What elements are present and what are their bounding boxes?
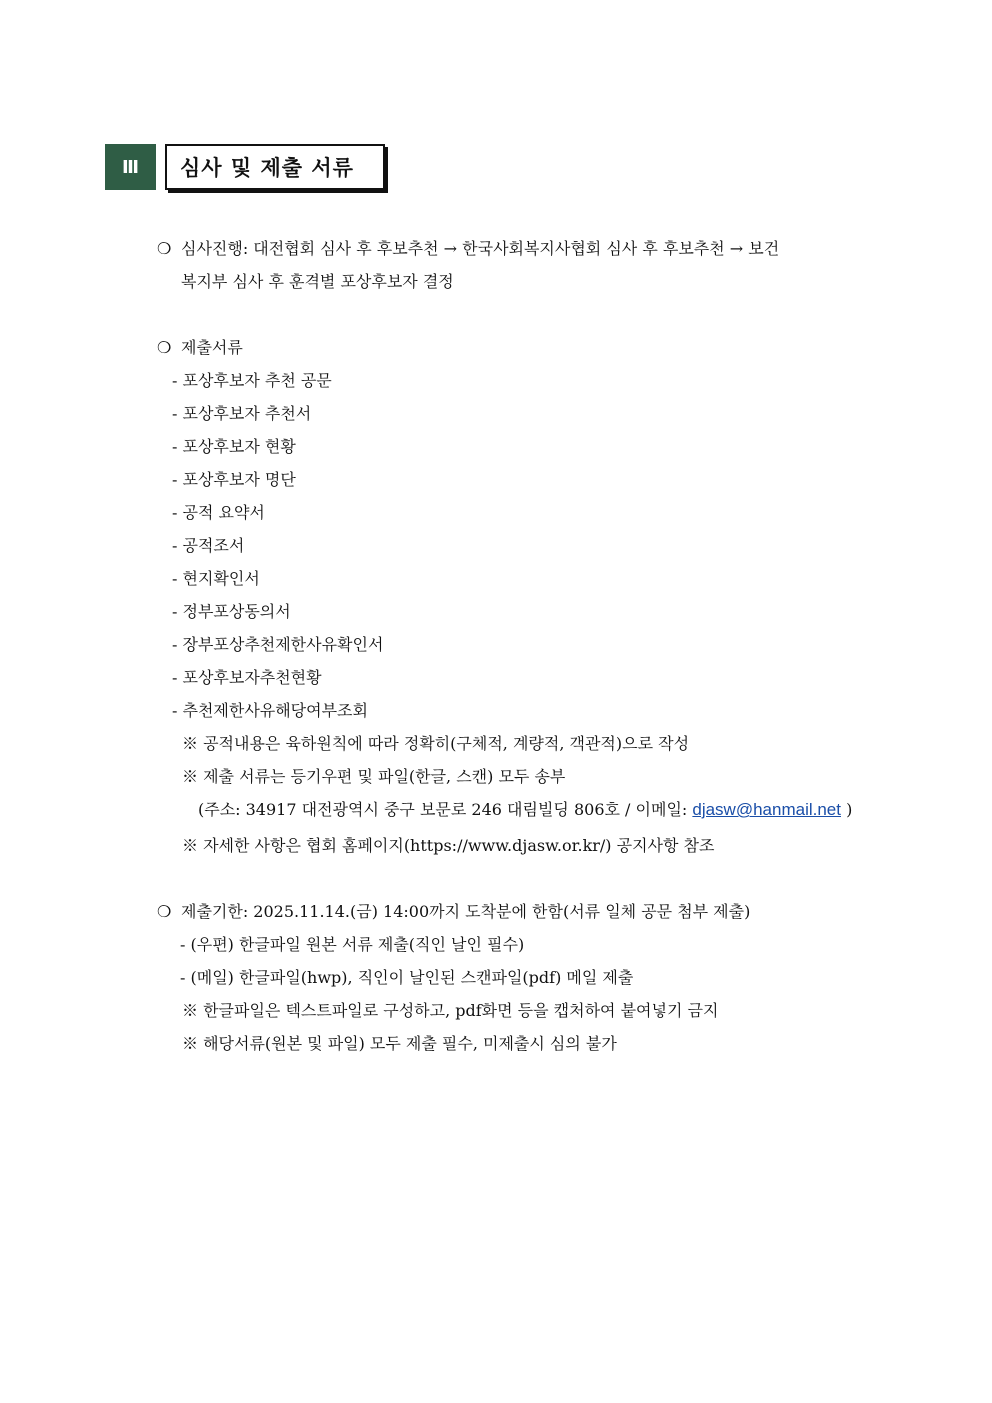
- email-link[interactable]: djasw@hanmail.net: [692, 800, 841, 819]
- review-text-1: 심사진행: 대전협회 심사 후 후보추천 → 한국사회복지사협회 심사 후 후보추천 → 보건: [181, 239, 780, 258]
- documents-note-1: ※ 공적내용은 육하원칙에 따라 정확히(구체적, 계량적, 객관적)으로 작성: [182, 734, 690, 753]
- section-title: 심사 및 제출 서류: [165, 144, 385, 190]
- section-number-badge: Ⅲ: [105, 144, 156, 190]
- circle-bullet-icon: ❍: [157, 338, 172, 357]
- circle-bullet-icon: ❍: [157, 902, 172, 921]
- deadline-sub-2: - (메일) 한글파일(hwp), 직인이 날인된 스캔파일(pdf) 메일 제출: [180, 968, 634, 987]
- document-item: - 장부포상추천제한사유확인서: [172, 635, 384, 654]
- documents-heading-line: [157, 337, 243, 359]
- document-item: - 현지확인서: [172, 569, 260, 588]
- document-item: - 공적 요약서: [172, 503, 265, 522]
- document-item: - 포상후보자 명단: [172, 470, 296, 489]
- document-item: - 포상후보자 현황: [172, 437, 296, 456]
- deadline-note-2: ※ 해당서류(원본 및 파일) 모두 제출 필수, 미제출시 심의 불가: [182, 1034, 617, 1053]
- document-item: - 공적조서: [172, 536, 245, 555]
- document-item: - 정부포상동의서: [172, 602, 291, 621]
- section-header: [105, 144, 385, 190]
- document-item: - 추천제한사유해당여부조회: [172, 701, 368, 720]
- address-text: (주소: 34917 대전광역시 중구 보문로 246 대림빌딩 806호 / 이메일:: [198, 800, 693, 819]
- documents-note-2: ※ 제출 서류는 등기우편 및 파일(한글, 스캔) 모두 송부: [182, 767, 566, 786]
- review-line-1: [157, 238, 779, 260]
- circle-bullet-icon: ❍: [157, 239, 172, 258]
- deadline-line: [157, 901, 750, 923]
- address-line: [198, 799, 852, 821]
- deadline-sub-1: - (우편) 한글파일 원본 서류 제출(직인 날인 필수): [180, 935, 525, 954]
- deadline-text: 제출기한: 2025.11.14.(금) 14:00까지 도착분에 한함(서류 일체 공문 첨부 제출): [181, 902, 751, 921]
- review-line-2: 복지부 심사 후 훈격별 포상후보자 결정: [181, 272, 454, 291]
- document-item: - 포상후보자 추천 공문: [172, 371, 332, 390]
- address-close: ): [840, 800, 853, 819]
- documents-heading: 제출서류: [181, 338, 243, 357]
- document-item: - 포상후보자추천현황: [172, 668, 322, 687]
- deadline-note-1: ※ 한글파일은 텍스트파일로 구성하고, pdf화면 등을 캡처하여 붙여넣기 금지: [182, 1001, 719, 1020]
- document-item: - 포상후보자 추천서: [172, 404, 312, 423]
- documents-note-3: ※ 자세한 사항은 협회 홈페이지(https://www.djasw.or.kr/) 공지사항 참조: [182, 836, 715, 855]
